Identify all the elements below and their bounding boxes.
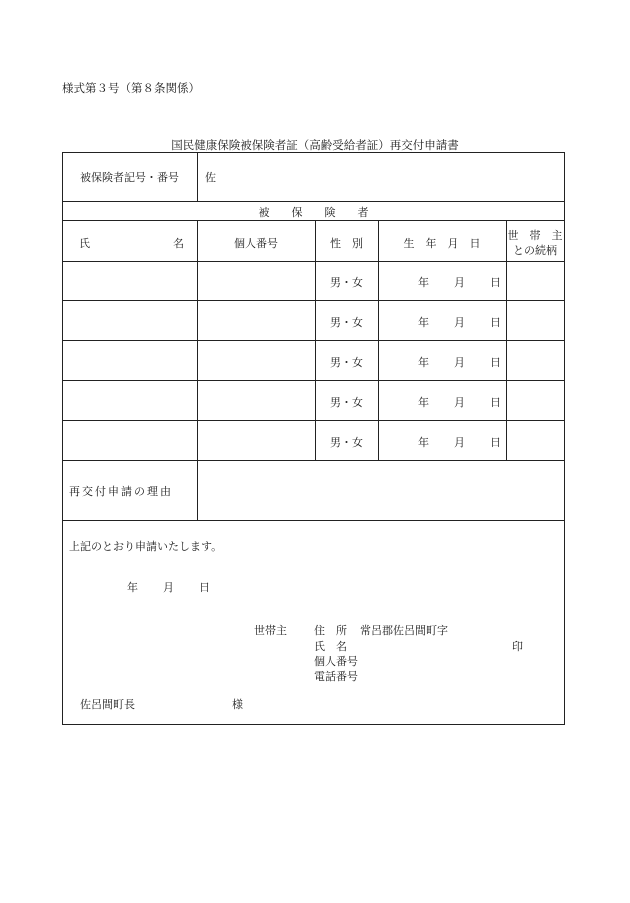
birth-month: 月 bbox=[454, 356, 465, 369]
insured-section-header: 被 保 険 者 bbox=[258, 206, 369, 219]
col-divider bbox=[197, 220, 198, 520]
form-number: 様式第３号（第８条関係） bbox=[62, 81, 200, 95]
row-divider bbox=[63, 201, 564, 202]
column-name-left: 氏 bbox=[79, 237, 90, 250]
birth-month: 月 bbox=[454, 276, 465, 289]
birth-day: 日 bbox=[490, 396, 501, 409]
column-name-right: 名 bbox=[173, 237, 184, 250]
birth-year: 年 bbox=[418, 276, 429, 289]
addressee-name: 佐呂間町長 bbox=[80, 698, 135, 711]
application-date-month: 月 bbox=[163, 581, 174, 594]
row-divider bbox=[63, 300, 564, 301]
applicant-individual-number-label: 個人番号 bbox=[314, 655, 358, 668]
row-divider bbox=[63, 220, 564, 221]
row-divider bbox=[63, 261, 564, 262]
application-date-year: 年 bbox=[127, 581, 138, 594]
birth-day: 日 bbox=[490, 276, 501, 289]
addressee-honorific: 様 bbox=[232, 698, 243, 711]
application-form-table bbox=[62, 152, 565, 725]
birth-month: 月 bbox=[454, 436, 465, 449]
birth-day: 日 bbox=[490, 356, 501, 369]
birth-year: 年 bbox=[418, 356, 429, 369]
insurer-number-value: 佐 bbox=[205, 171, 216, 184]
document-title: 国民健康保険被保険者証（高齢受給者証）再交付申請書 bbox=[171, 138, 459, 152]
birth-year: 年 bbox=[418, 436, 429, 449]
applicant-name-label: 氏 名 bbox=[314, 640, 347, 653]
birth-month: 月 bbox=[454, 316, 465, 329]
column-relation-line2: との続柄 bbox=[513, 244, 557, 257]
applicant-address-label: 住 所 bbox=[314, 624, 347, 637]
sex-option: 男・女 bbox=[330, 396, 363, 409]
sex-option: 男・女 bbox=[330, 276, 363, 289]
applicant-address-value: 常呂郡佐呂間町字 bbox=[360, 624, 448, 637]
column-sex: 性 別 bbox=[330, 237, 363, 250]
col-divider bbox=[378, 220, 379, 460]
application-date-day: 日 bbox=[199, 581, 210, 594]
column-birth-date: 生 年 月 日 bbox=[403, 237, 481, 250]
applicant-role: 世帯主 bbox=[254, 624, 287, 637]
sex-option: 男・女 bbox=[330, 356, 363, 369]
sex-option: 男・女 bbox=[330, 316, 363, 329]
column-relation-line1: 世 帯 主 bbox=[507, 229, 563, 242]
row-divider bbox=[63, 420, 564, 421]
birth-year: 年 bbox=[418, 316, 429, 329]
col-divider bbox=[197, 153, 198, 201]
row-divider bbox=[63, 340, 564, 341]
applicant-phone-label: 電話番号 bbox=[314, 670, 358, 683]
birth-day: 日 bbox=[490, 436, 501, 449]
birth-month: 月 bbox=[454, 396, 465, 409]
application-statement: 上記のとおり申請いたします。 bbox=[69, 540, 223, 553]
row-divider bbox=[63, 520, 564, 521]
col-divider bbox=[315, 220, 316, 460]
column-individual-number: 個人番号 bbox=[234, 237, 278, 250]
reissue-reason-label: 再交付申請の理由 bbox=[69, 485, 173, 498]
row-divider bbox=[63, 460, 564, 461]
birth-year: 年 bbox=[418, 396, 429, 409]
birth-day: 日 bbox=[490, 316, 501, 329]
row-divider bbox=[63, 380, 564, 381]
insurer-number-label: 被保険者記号・番号 bbox=[80, 171, 179, 184]
sex-option: 男・女 bbox=[330, 436, 363, 449]
seal-mark: 印 bbox=[512, 640, 523, 653]
